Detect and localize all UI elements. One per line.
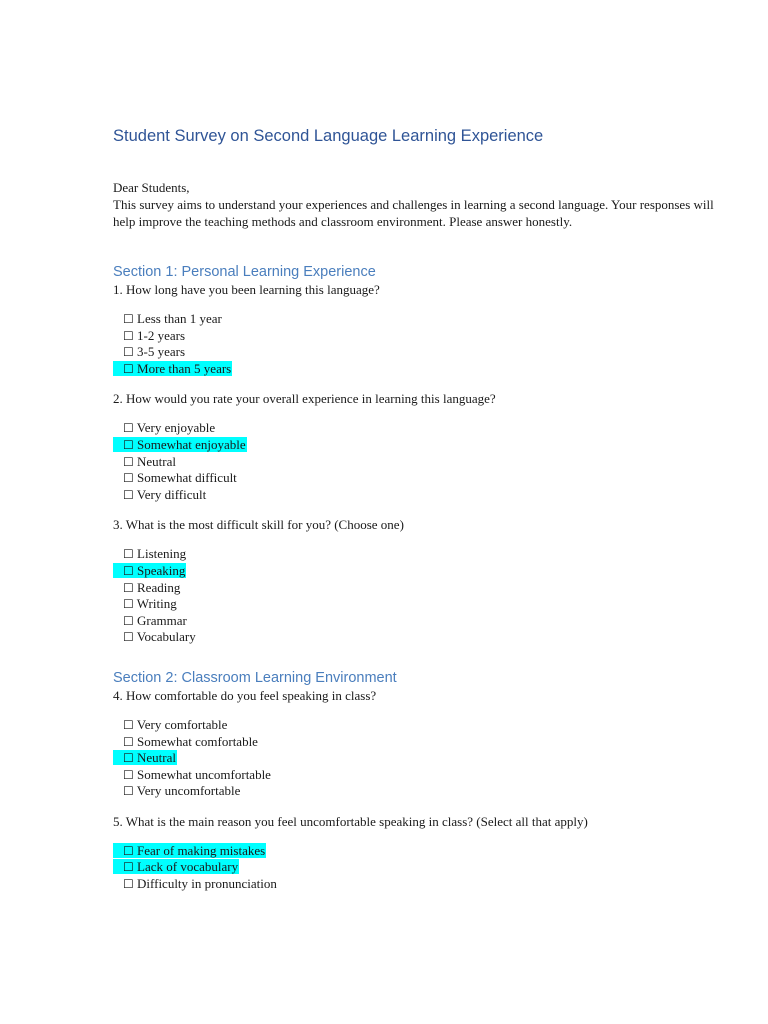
greeting: Dear Students, — [113, 180, 190, 195]
option-item[interactable] — [113, 311, 723, 328]
option-item[interactable] — [113, 767, 723, 784]
intro-text — [113, 179, 723, 230]
option-item[interactable] — [113, 487, 723, 504]
option-label: Very uncomfortable — [133, 783, 241, 799]
option-item[interactable] — [113, 596, 723, 613]
option-item[interactable] — [113, 546, 723, 563]
option-item[interactable] — [113, 328, 723, 345]
option-item[interactable] — [113, 629, 723, 646]
option-item[interactable] — [113, 470, 723, 487]
option-label: Speaking — [133, 562, 186, 578]
section-heading: Section 2: Classroom Learning Environment — [113, 669, 397, 686]
document-title: Student Survey on Second Language Learning Experience — [113, 127, 544, 145]
checkbox-icon[interactable]: ☐ — [123, 580, 134, 595]
option-label: Very comfortable — [133, 716, 228, 732]
option-item[interactable] — [113, 454, 723, 471]
checkbox-icon[interactable]: ☐ — [123, 487, 134, 502]
option-label: 3-5 years — [133, 344, 186, 360]
option-item[interactable] — [113, 344, 723, 361]
option-item[interactable] — [113, 361, 723, 378]
question-text: 3. What is the most difficult skill for you? (Choose one) — [113, 517, 404, 533]
checkbox-icon[interactable]: ☐ — [123, 860, 134, 875]
option-item[interactable] — [113, 783, 723, 800]
option-item[interactable] — [113, 580, 723, 597]
section-heading: Section 1: Personal Learning Experience — [113, 264, 376, 280]
option-list — [113, 311, 723, 377]
question-text: 5. What is the main reason you feel uncomfortable speaking in class? (Select all that apply) — [113, 813, 588, 829]
option-label: Very difficult — [133, 486, 207, 502]
checkbox-icon[interactable]: ☐ — [123, 767, 134, 782]
checkbox-icon[interactable]: ☐ — [123, 547, 134, 562]
option-item[interactable] — [113, 613, 723, 630]
option-label: Fear of making mistakes — [133, 842, 266, 858]
checkbox-icon[interactable]: ☐ — [123, 361, 134, 376]
option-list — [113, 717, 723, 800]
checkbox-icon[interactable]: ☐ — [123, 734, 134, 749]
checkbox-icon[interactable]: ☐ — [123, 471, 134, 486]
option-label: Vocabulary — [133, 629, 196, 645]
option-label: More than 5 years — [133, 360, 232, 376]
option-label: 1-2 years — [133, 327, 186, 343]
checkbox-icon[interactable]: ☐ — [123, 328, 134, 343]
checkbox-icon[interactable]: ☐ — [123, 312, 134, 326]
option-label: Neutral — [133, 750, 176, 766]
question-text: 2. How would you rate your overall experience in learning this language? — [113, 391, 496, 407]
option-label: Somewhat uncomfortable — [133, 766, 271, 782]
option-label: Somewhat difficult — [133, 470, 237, 486]
option-label: Less than 1 year — [133, 311, 222, 326]
option-item[interactable] — [113, 843, 723, 860]
checkbox-icon[interactable]: ☐ — [123, 421, 134, 436]
option-item[interactable] — [113, 734, 723, 751]
option-label: Grammar — [133, 612, 187, 628]
document-page — [113, 125, 723, 893]
option-item[interactable] — [113, 563, 723, 580]
question-text: 4. How comfortable do you feel speaking in class? — [113, 687, 377, 703]
survey-body — [113, 263, 723, 893]
checkbox-icon[interactable]: ☐ — [123, 784, 134, 799]
checkbox-icon[interactable]: ☐ — [123, 454, 134, 469]
checkbox-icon[interactable]: ☐ — [123, 613, 134, 628]
option-item[interactable] — [113, 876, 723, 893]
option-list — [113, 420, 723, 503]
option-label: Somewhat comfortable — [133, 733, 258, 749]
option-item[interactable] — [113, 420, 723, 437]
question-text: 1. How long have you been learning this language? — [113, 282, 380, 297]
checkbox-icon[interactable]: ☐ — [123, 843, 134, 858]
option-item[interactable] — [113, 750, 723, 767]
option-label: Very enjoyable — [133, 420, 216, 436]
option-label: Neutral — [133, 453, 176, 469]
option-label: Somewhat enjoyable — [133, 436, 246, 452]
option-label: Writing — [133, 596, 177, 612]
option-label: Lack of vocabulary — [133, 859, 239, 875]
option-label: Reading — [133, 579, 181, 595]
option-item[interactable] — [113, 437, 723, 454]
checkbox-icon[interactable]: ☐ — [123, 345, 134, 360]
checkbox-icon[interactable]: ☐ — [123, 717, 134, 732]
option-label: Listening — [133, 546, 187, 562]
option-label: Difficulty in pronunciation — [133, 876, 277, 892]
option-list — [113, 843, 723, 893]
option-item[interactable] — [113, 859, 723, 876]
checkbox-icon[interactable]: ☐ — [123, 751, 134, 766]
checkbox-icon[interactable]: ☐ — [123, 597, 134, 612]
checkbox-icon[interactable]: ☐ — [123, 563, 134, 578]
checkbox-icon[interactable]: ☐ — [123, 437, 134, 452]
intro-paragraph: This survey aims to understand your experiences and challenges in learning a second language. Your responses will help improve the teaching methods and classroom environment. Please answer honestly. — [113, 197, 714, 229]
option-item[interactable] — [113, 717, 723, 734]
option-list — [113, 546, 723, 646]
checkbox-icon[interactable]: ☐ — [123, 630, 134, 645]
checkbox-icon[interactable]: ☐ — [123, 877, 134, 892]
